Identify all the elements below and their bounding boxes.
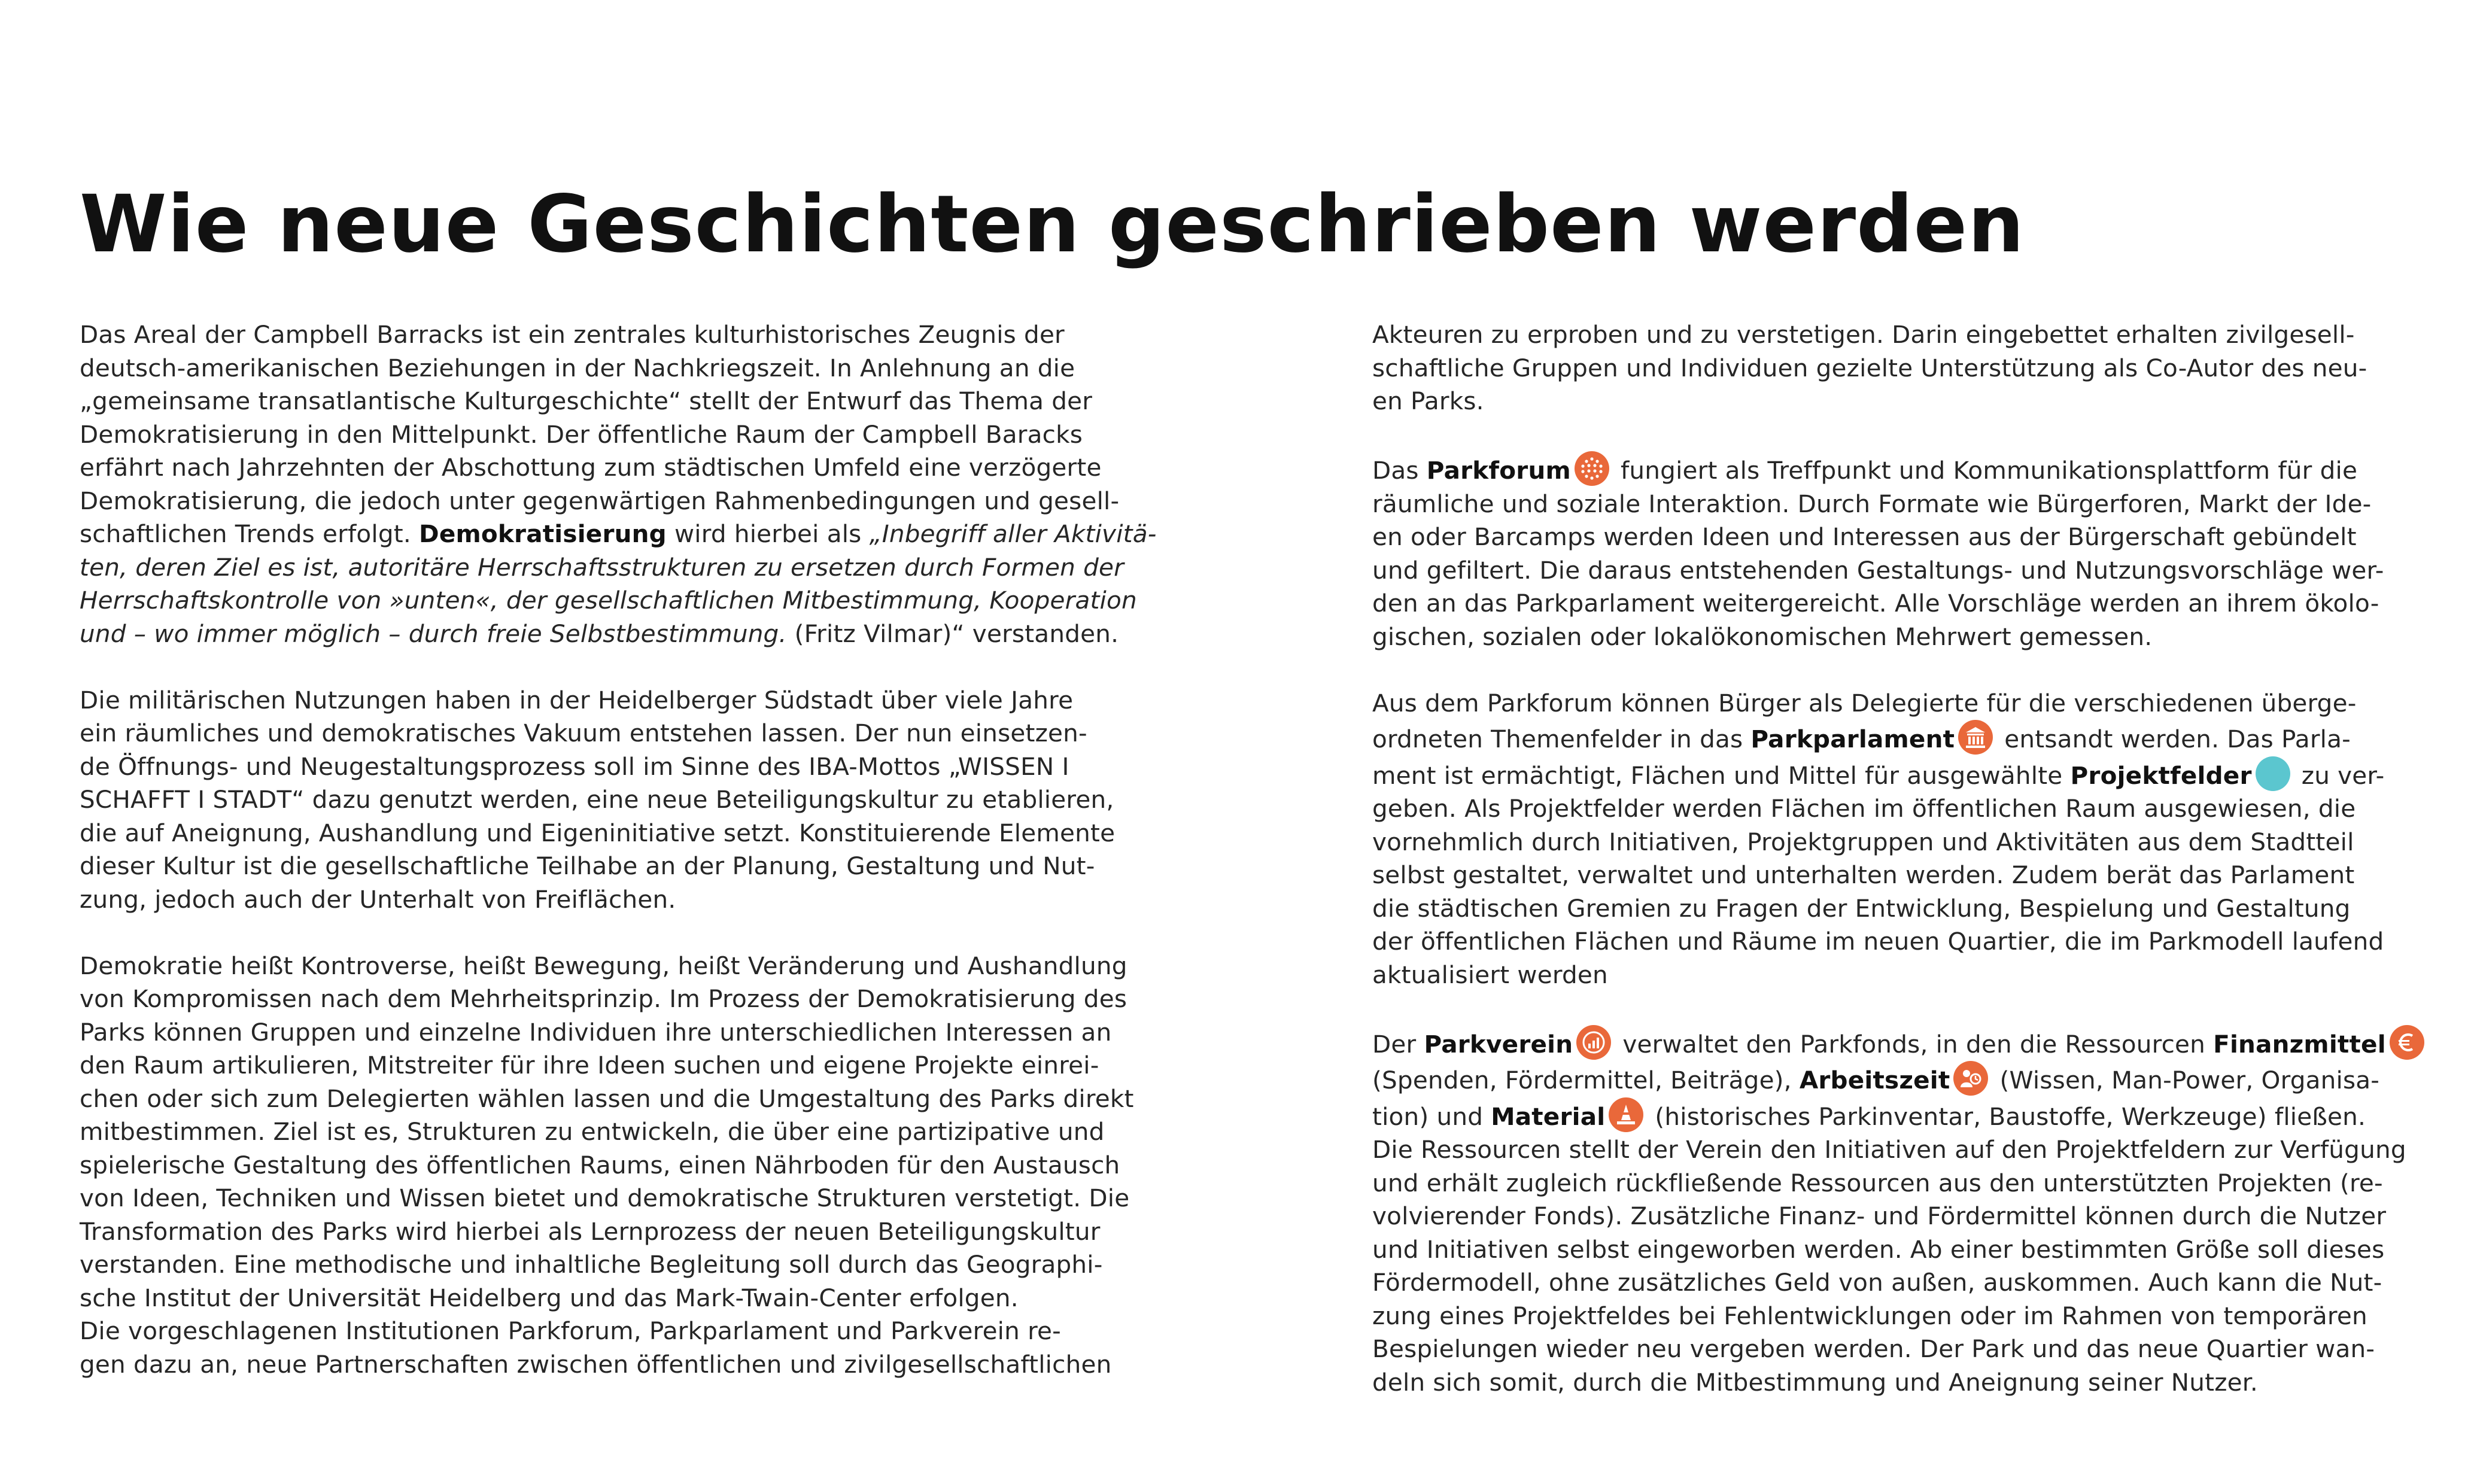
text-line: verstanden. Eine methodische und inhaltliche Begleitung soll durch das Geographi- (80, 1250, 1103, 1279)
quote-attribution: (Fritz Vilmar)“ verstanden. (794, 619, 1119, 648)
text-line: deln sich somit, durch die Mitbestimmung und Aneignung seiner Nutzer. (1372, 1367, 2259, 1397)
text-line: Aus dem Parkforum können Bürger als Delegierte für die verschiedenen überge- (1372, 688, 2357, 717)
paragraph-demokratie (80, 950, 1253, 1382)
text-line: selbst gestaltet, verwaltet und unterhalten werden. Zudem berät das Parlament (1372, 860, 2355, 889)
keyword-projektfelder: Projektfelder (2070, 761, 2252, 790)
text-segment: ordneten Themenfelder in das (1372, 725, 1743, 753)
text-segment: wird hierbei als (674, 519, 862, 548)
text-segment: entsandt werden. Das Parla- (2004, 725, 2351, 753)
text-line: gischen, sozialen oder lokalökonomischen Mehrwert gemessen. (1372, 622, 2153, 651)
text-line: und Initiativen selbst eingeworben werden. Ab einer bestimmten Größe soll dieses (1372, 1234, 2385, 1264)
paragraph-suedstadt (80, 684, 1253, 917)
chart-icon (1576, 1025, 1611, 1060)
text-segment: zu ver- (2301, 761, 2385, 790)
text-segment: ment ist ermächtigt, Flächen und Mittel für ausgewählte (1372, 761, 2063, 790)
text-segment: Das (1372, 456, 1419, 485)
text-line: den an das Parkparlament weitergereicht. Alle Vorschläge werden an ihrem ökolo- (1372, 589, 2379, 618)
right-column (1372, 318, 2443, 1433)
paragraph-parkverein (1372, 1025, 2443, 1400)
text-line: Demokratie heißt Kontroverse, heißt Bewegung, heißt Veränderung und Aushandlung (80, 951, 1127, 980)
text-line: Das Areal der Campbell Barracks ist ein zentrales kulturhistorisches Zeugnis der (80, 320, 1065, 349)
text-line: schaftliche Gruppen und Individuen gezielte Unterstützung als Co-Autor des neu- (1372, 353, 2367, 382)
quote-line (80, 584, 1253, 618)
text-segment: verwaltet den Parkfonds, in den die Ressourcen (1622, 1029, 2206, 1059)
text-line: Die militärischen Nutzungen haben in der Heidelberger Südstadt über viele Jahre (80, 685, 1074, 714)
text-segment: fungiert als Treffpunkt und Kommunikationsplattform für die (1620, 456, 2358, 485)
text-segment: tion) und (1372, 1102, 1484, 1131)
text-line: ein räumliches und demokratisches Vakuum entstehen lassen. Der nun einsetzen- (80, 719, 1087, 747)
quote-text: ten, deren Ziel es ist, autoritäre Herrschaftsstrukturen zu ersetzen durch Formen der (80, 552, 1124, 582)
text-line: vornehmlich durch Initiativen, Projektgruppen und Aktivitäten aus dem Stadtteil (1372, 827, 2354, 856)
text-segment: schaftlichen Trends erfolgt. (80, 519, 411, 548)
text-line: spielerische Gestaltung des öffentlichen Raums, einen Nährboden für den Austausch (80, 1150, 1120, 1179)
text-line (80, 518, 1253, 551)
text-line: Akteuren zu erproben und zu verstetigen. Darin eingebettet erhalten zivilgesell- (1372, 320, 2355, 349)
page-title: Wie neue Geschichten geschrieben werden (80, 178, 2025, 270)
quote-text: und – wo immer möglich – durch freie Selbstbestimmung. (80, 619, 787, 648)
text-line: en oder Barcamps werden Ideen und Interessen aus der Bürgerschaft gebündelt (1372, 522, 2357, 551)
text-line: de Öffnungs- und Neugestaltungsprozess soll im Sinne des IBA-Mottos „WISSEN I (80, 752, 1069, 781)
text-line: räumliche und soziale Interaktion. Durch Formate wie Bürgerforen, Markt der Ide- (1372, 489, 2372, 518)
dotted-circle-icon (1575, 451, 1609, 486)
text-line: „gemeinsame transatlantische Kulturgeschichte“ stellt der Entwurf das Thema der (80, 387, 1093, 415)
euro-icon (2390, 1025, 2424, 1060)
text-line: Die vorgeschlagenen Institutionen Parkforum, Parkparlament und Parkverein re- (80, 1316, 1061, 1345)
keyword-finanzmittel: Finanzmittel (2213, 1029, 2386, 1059)
paragraph-intro (80, 318, 1253, 650)
quote-text: Herrschaftskontrolle von »unten«, der gesellschaftlichen Mitbestimmung, Kooperation (80, 586, 1137, 615)
building-icon (1958, 720, 1993, 755)
text-line: erfährt nach Jahrzehnten der Abschottung zum städtischen Umfeld eine verzögerte (80, 453, 1102, 482)
paragraph-parkparlament (1372, 687, 2443, 992)
cone-icon (1609, 1097, 1643, 1132)
text-line: Demokratisierung, die jedoch unter gegenwärtigen Rahmenbedingungen und gesell- (80, 486, 1120, 515)
text-line: Parks können Gruppen und einzelne Individuen ihre unterschiedlichen Interessen an (80, 1017, 1112, 1047)
keyword-parkverein: Parkverein (1424, 1029, 1573, 1059)
paragraph-akteure (1372, 318, 2443, 418)
text-line: Bespielungen wieder neu vergeben werden. Der Park und das neue Quartier wan- (1372, 1334, 2375, 1363)
text-line (1372, 756, 2443, 793)
keyword-arbeitszeit: Arbeitszeit (1799, 1066, 1950, 1094)
keyword-parkforum: Parkforum (1426, 456, 1571, 485)
text-line: sche Institut der Universität Heidelberg und das Mark-Twain-Center erfolgen. (80, 1283, 1019, 1312)
text-line: dieser Kultur ist die gesellschaftliche Teilhabe an der Planung, Gestaltung und Nut- (80, 852, 1095, 880)
text-line: der öffentlichen Flächen und Räume im neuen Quartier, die im Parkmodell laufend (1372, 927, 2384, 956)
text-line: mitbestimmen. Ziel ist es, Strukturen zu entwickeln, die über eine partizipative und (80, 1117, 1105, 1146)
keyword-material: Material (1491, 1102, 1606, 1131)
text-line: Demokratisierung in den Mittelpunkt. Der öffentliche Raum der Campbell Baracks (80, 419, 1083, 449)
text-line (1372, 451, 2443, 488)
text-line: SCHAFFT I STADT“ dazu genutzt werden, eine neue Beteiligungskultur zu etablieren, (80, 785, 1114, 814)
text-line: gen dazu an, neue Partnerschaften zwischen öffentlichen und zivilgesellschaftlichen (80, 1349, 1112, 1379)
quote-line (80, 551, 1253, 585)
quote-text: „Inbegriff aller Aktivitä- (869, 519, 1157, 548)
keyword-parkparlament: Parkparlament (1750, 725, 1955, 753)
text-line: Die Ressourcen stellt der Verein den Initiativen auf den Projektfeldern zur Verfügung (1372, 1135, 2406, 1164)
text-line (1372, 1097, 2443, 1134)
text-line: deutsch-amerikanischen Beziehungen in der Nachkriegszeit. In Anlehnung an die (80, 353, 1075, 382)
text-line (1372, 1025, 2443, 1062)
text-line: und gefiltert. Die daraus entstehenden Gestaltungs- und Nutzungsvorschläge wer- (1372, 555, 2384, 585)
text-line: zung eines Projektfeldes bei Fehlentwicklungen oder im Rahmen von temporären (1372, 1301, 2367, 1330)
text-line: die auf Aneignung, Aushandlung und Eigeninitiative setzt. Konstituierende Elemente (80, 818, 1116, 847)
text-line: volvierender Fonds). Zusätzliche Finanz- und Fördermittel können durch die Nutzer (1372, 1202, 2387, 1230)
text-segment: (historisches Parkinventar, Baustoffe, Werkzeuge) fließen. (1655, 1102, 2366, 1131)
text-line (1372, 1061, 2443, 1097)
text-segment: (Spenden, Fördermittel, Beiträge), (1372, 1066, 1792, 1094)
text-line: zung, jedoch auch der Unterhalt von Freiflächen. (80, 884, 676, 914)
person-clock-icon (1953, 1061, 1988, 1096)
keyword-demokratisierung: Demokratisierung (419, 519, 667, 548)
text-segment: Der (1372, 1029, 1417, 1059)
text-line (1372, 720, 2443, 756)
text-line: en Parks. (1372, 387, 1484, 415)
paragraph-parkforum (1372, 451, 2443, 653)
text-line: Transformation des Parks wird hierbei als Lernprozess der neuen Beteiligungskultur (80, 1217, 1101, 1246)
text-line: chen oder sich zum Delegierten wählen lassen und die Umgestaltung des Parks direkt (80, 1084, 1134, 1113)
text-line: geben. Als Projektfelder werden Flächen im öffentlichen Raum ausgewiesen, die (1372, 794, 2356, 823)
left-column (80, 318, 1253, 1415)
text-line: Fördermodell, ohne zusätzliches Geld von außen, auskommen. Auch kann die Nut- (1372, 1268, 2382, 1297)
quote-line (80, 618, 1253, 651)
teal-circle-icon (2256, 756, 2290, 791)
text-segment: (Wissen, Man-Power, Organisa- (1999, 1066, 2380, 1094)
text-line: die städtischen Gremien zu Fragen der Entwicklung, Bespielung und Gestaltung (1372, 893, 2351, 923)
text-line: und erhält zugleich rückfließende Ressourcen aus den unterstützten Projekten (re- (1372, 1168, 2383, 1197)
text-line: von Kompromissen nach dem Mehrheitsprinzip. Im Prozess der Demokratisierung des (80, 984, 1127, 1013)
text-line: den Raum artikulieren, Mitstreiter für ihre Ideen suchen und eigene Projekte einrei- (80, 1051, 1099, 1079)
text-line: aktualisiert werden (1372, 960, 1608, 989)
text-line: von Ideen, Techniken und Wissen bietet und demokratische Strukturen verstetigt. Die (80, 1184, 1130, 1212)
